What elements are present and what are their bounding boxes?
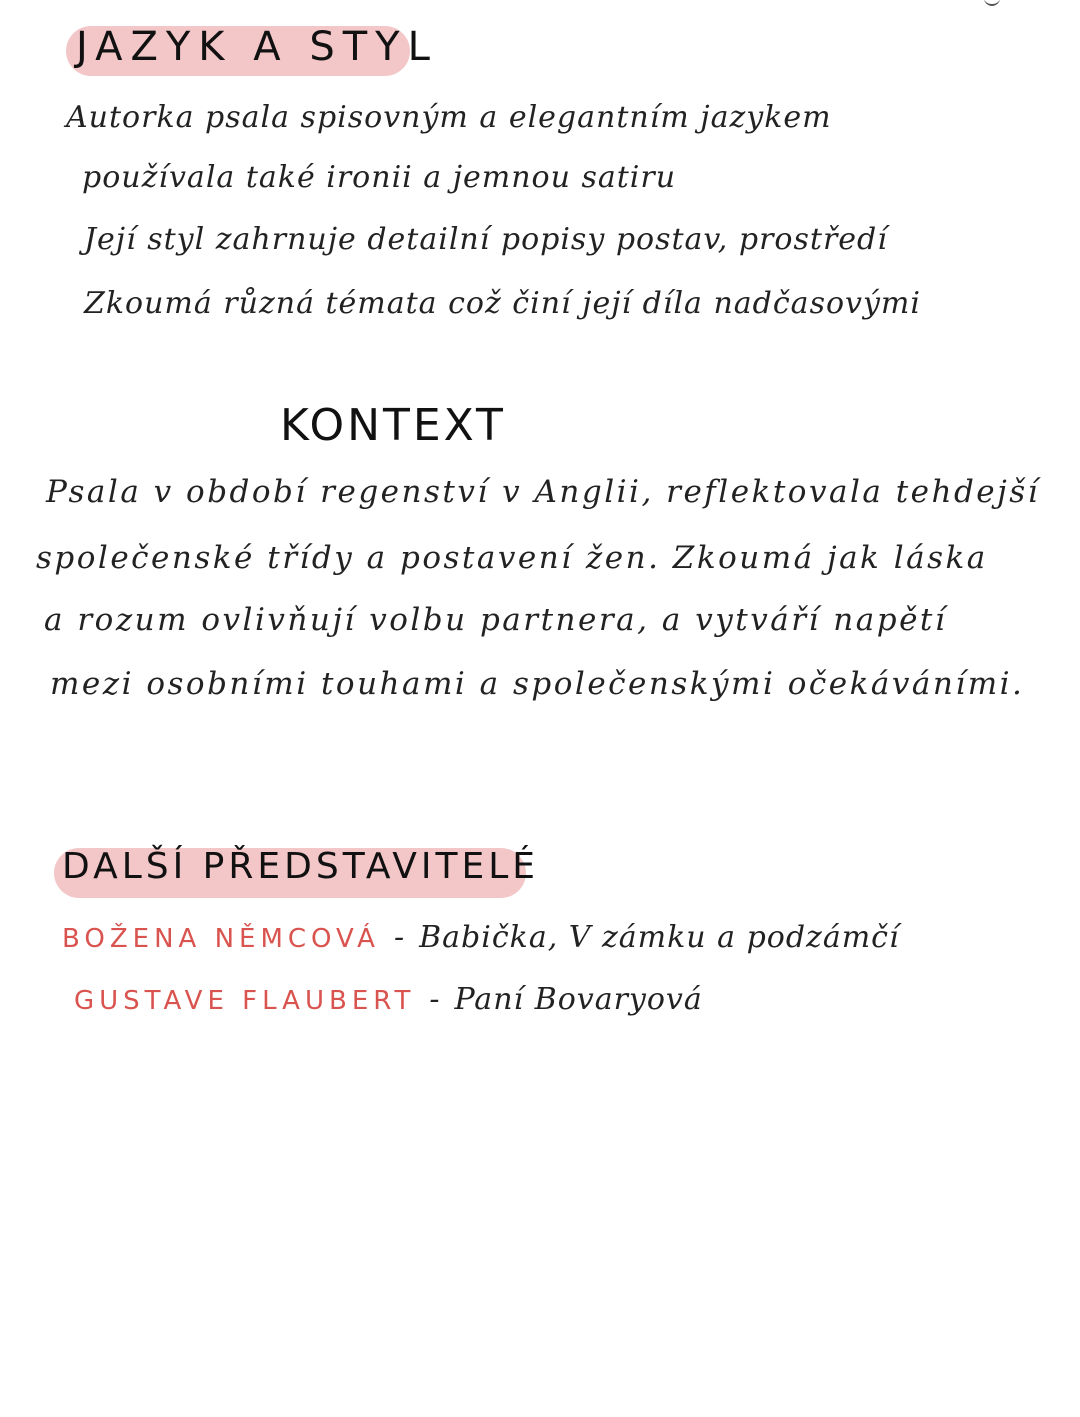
author-name: GUSTAVE FLAUBERT	[74, 986, 416, 1016]
styl-line-2: používala také ironii a jemnou satiru	[82, 160, 677, 195]
representative-row	[62, 920, 900, 955]
kontext-line-3: a rozum ovlivňují volbu partnera, a vytváří napětí	[44, 602, 948, 638]
styl-line-1: Autorka psala spisovným a elegantním jazykem	[66, 100, 832, 135]
styl-line-4: Zkoumá různá témata což činí její díla nadčasovými	[84, 286, 921, 321]
page-corner-mark	[984, 0, 1000, 6]
heading-jazyk-a-styl: JAZYK A STYL	[76, 24, 438, 70]
author-works: Paní Bovaryová	[454, 982, 703, 1017]
section-kontext	[280, 400, 506, 451]
separator: -	[393, 920, 406, 955]
styl-line-3: Její styl zahrnuje detailní popisy postav, prostředí	[84, 222, 888, 257]
representative-row	[74, 982, 703, 1017]
separator: -	[429, 982, 441, 1017]
section-dalsi-predstavitele	[56, 846, 539, 887]
section-jazyk-a-styl	[68, 24, 438, 70]
kontext-line-1: Psala v období regenství v Anglii, reflektovala tehdejší	[46, 474, 1041, 510]
heading-dalsi-predstavitele: DALŠÍ PŘEDSTAVITELÉ	[62, 846, 540, 887]
author-name: BOŽENA NĚMCOVÁ	[62, 924, 380, 954]
kontext-line-2: společenské třídy a postavení žen. Zkoumá jak láska	[36, 540, 988, 576]
author-works: Babička, V zámku a podzámčí	[419, 920, 900, 955]
kontext-line-4: mezi osobními touhami a společenskými očekáváními.	[50, 666, 1025, 702]
heading-kontext: KONTEXT	[280, 400, 506, 451]
